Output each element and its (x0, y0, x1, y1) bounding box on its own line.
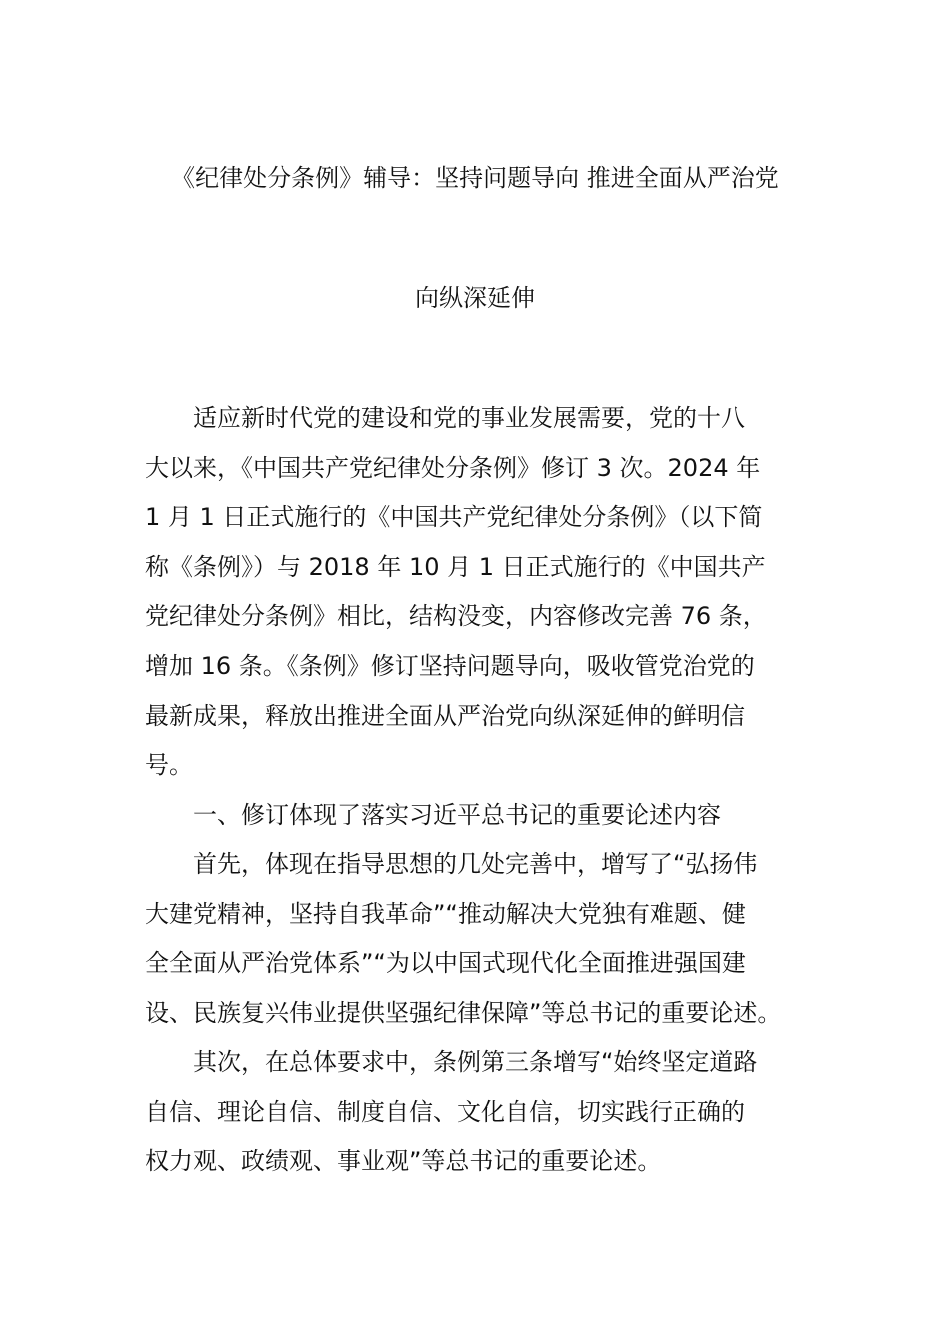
paragraph-line: 首先，体现在指导思想的几处完善中，增写了“弘扬伟 (145, 850, 758, 878)
paragraph-line: 适应新时代党的建设和党的事业发展需要，党的十八 (145, 404, 745, 432)
paragraph-line: 最新成果，释放出推进全面从严治党向纵深延伸的鲜明信 (145, 701, 745, 730)
paragraph-line: 大以来，《中国共产党纪律处分条例》修订 3 次。2024 年 (145, 453, 761, 482)
paragraph-line: 党纪律处分条例》相比，结构没变，内容修改完善 76 条， (145, 602, 767, 631)
document-title-line-1: 《纪律处分条例》辅导：坚持问题导向 推进全面从严治党 (171, 164, 779, 192)
paragraph-line: 自信、理论自信、制度自信、文化自信，切实践行正确的 (145, 1097, 745, 1126)
paragraph-line: 其次，在总体要求中，条例第三条增写“始终坚定道路 (145, 1048, 758, 1076)
paragraph-line: 称《条例》）与 2018 年 10 月 1 日正式施行的《中国共产 (145, 552, 766, 581)
paragraph-line: 全全面从严治党体系”“为以中国式现代化全面推进强国建 (145, 949, 746, 978)
paragraph-line: 1 月 1 日正式施行的《中国共产党纪律处分条例》（以下简 (145, 503, 763, 532)
paragraph-line: 大建党精神，坚持自我革命”“推动解决大党独有难题、健 (145, 899, 746, 928)
second-point-paragraph (145, 1038, 810, 1187)
paragraph-line: 增加 16 条。《条例》修订坚持问题导向，吸收管党治党的 (145, 651, 755, 680)
paragraph-line: 设、民族复兴伟业提供坚强纪律保障”等总书记的重要论述。 (145, 998, 782, 1027)
section-heading (145, 791, 810, 841)
section-heading-line: 一、修订体现了落实习近平总书记的重要论述内容 (145, 801, 721, 829)
paragraph-line: 号。 (145, 751, 193, 780)
document-title-line-2: 向纵深延伸 (415, 284, 535, 312)
first-point-paragraph (145, 840, 810, 1038)
intro-paragraph (145, 394, 810, 791)
paragraph-line: 权力观、政绩观、事业观”等总书记的重要论述。 (145, 1147, 662, 1176)
